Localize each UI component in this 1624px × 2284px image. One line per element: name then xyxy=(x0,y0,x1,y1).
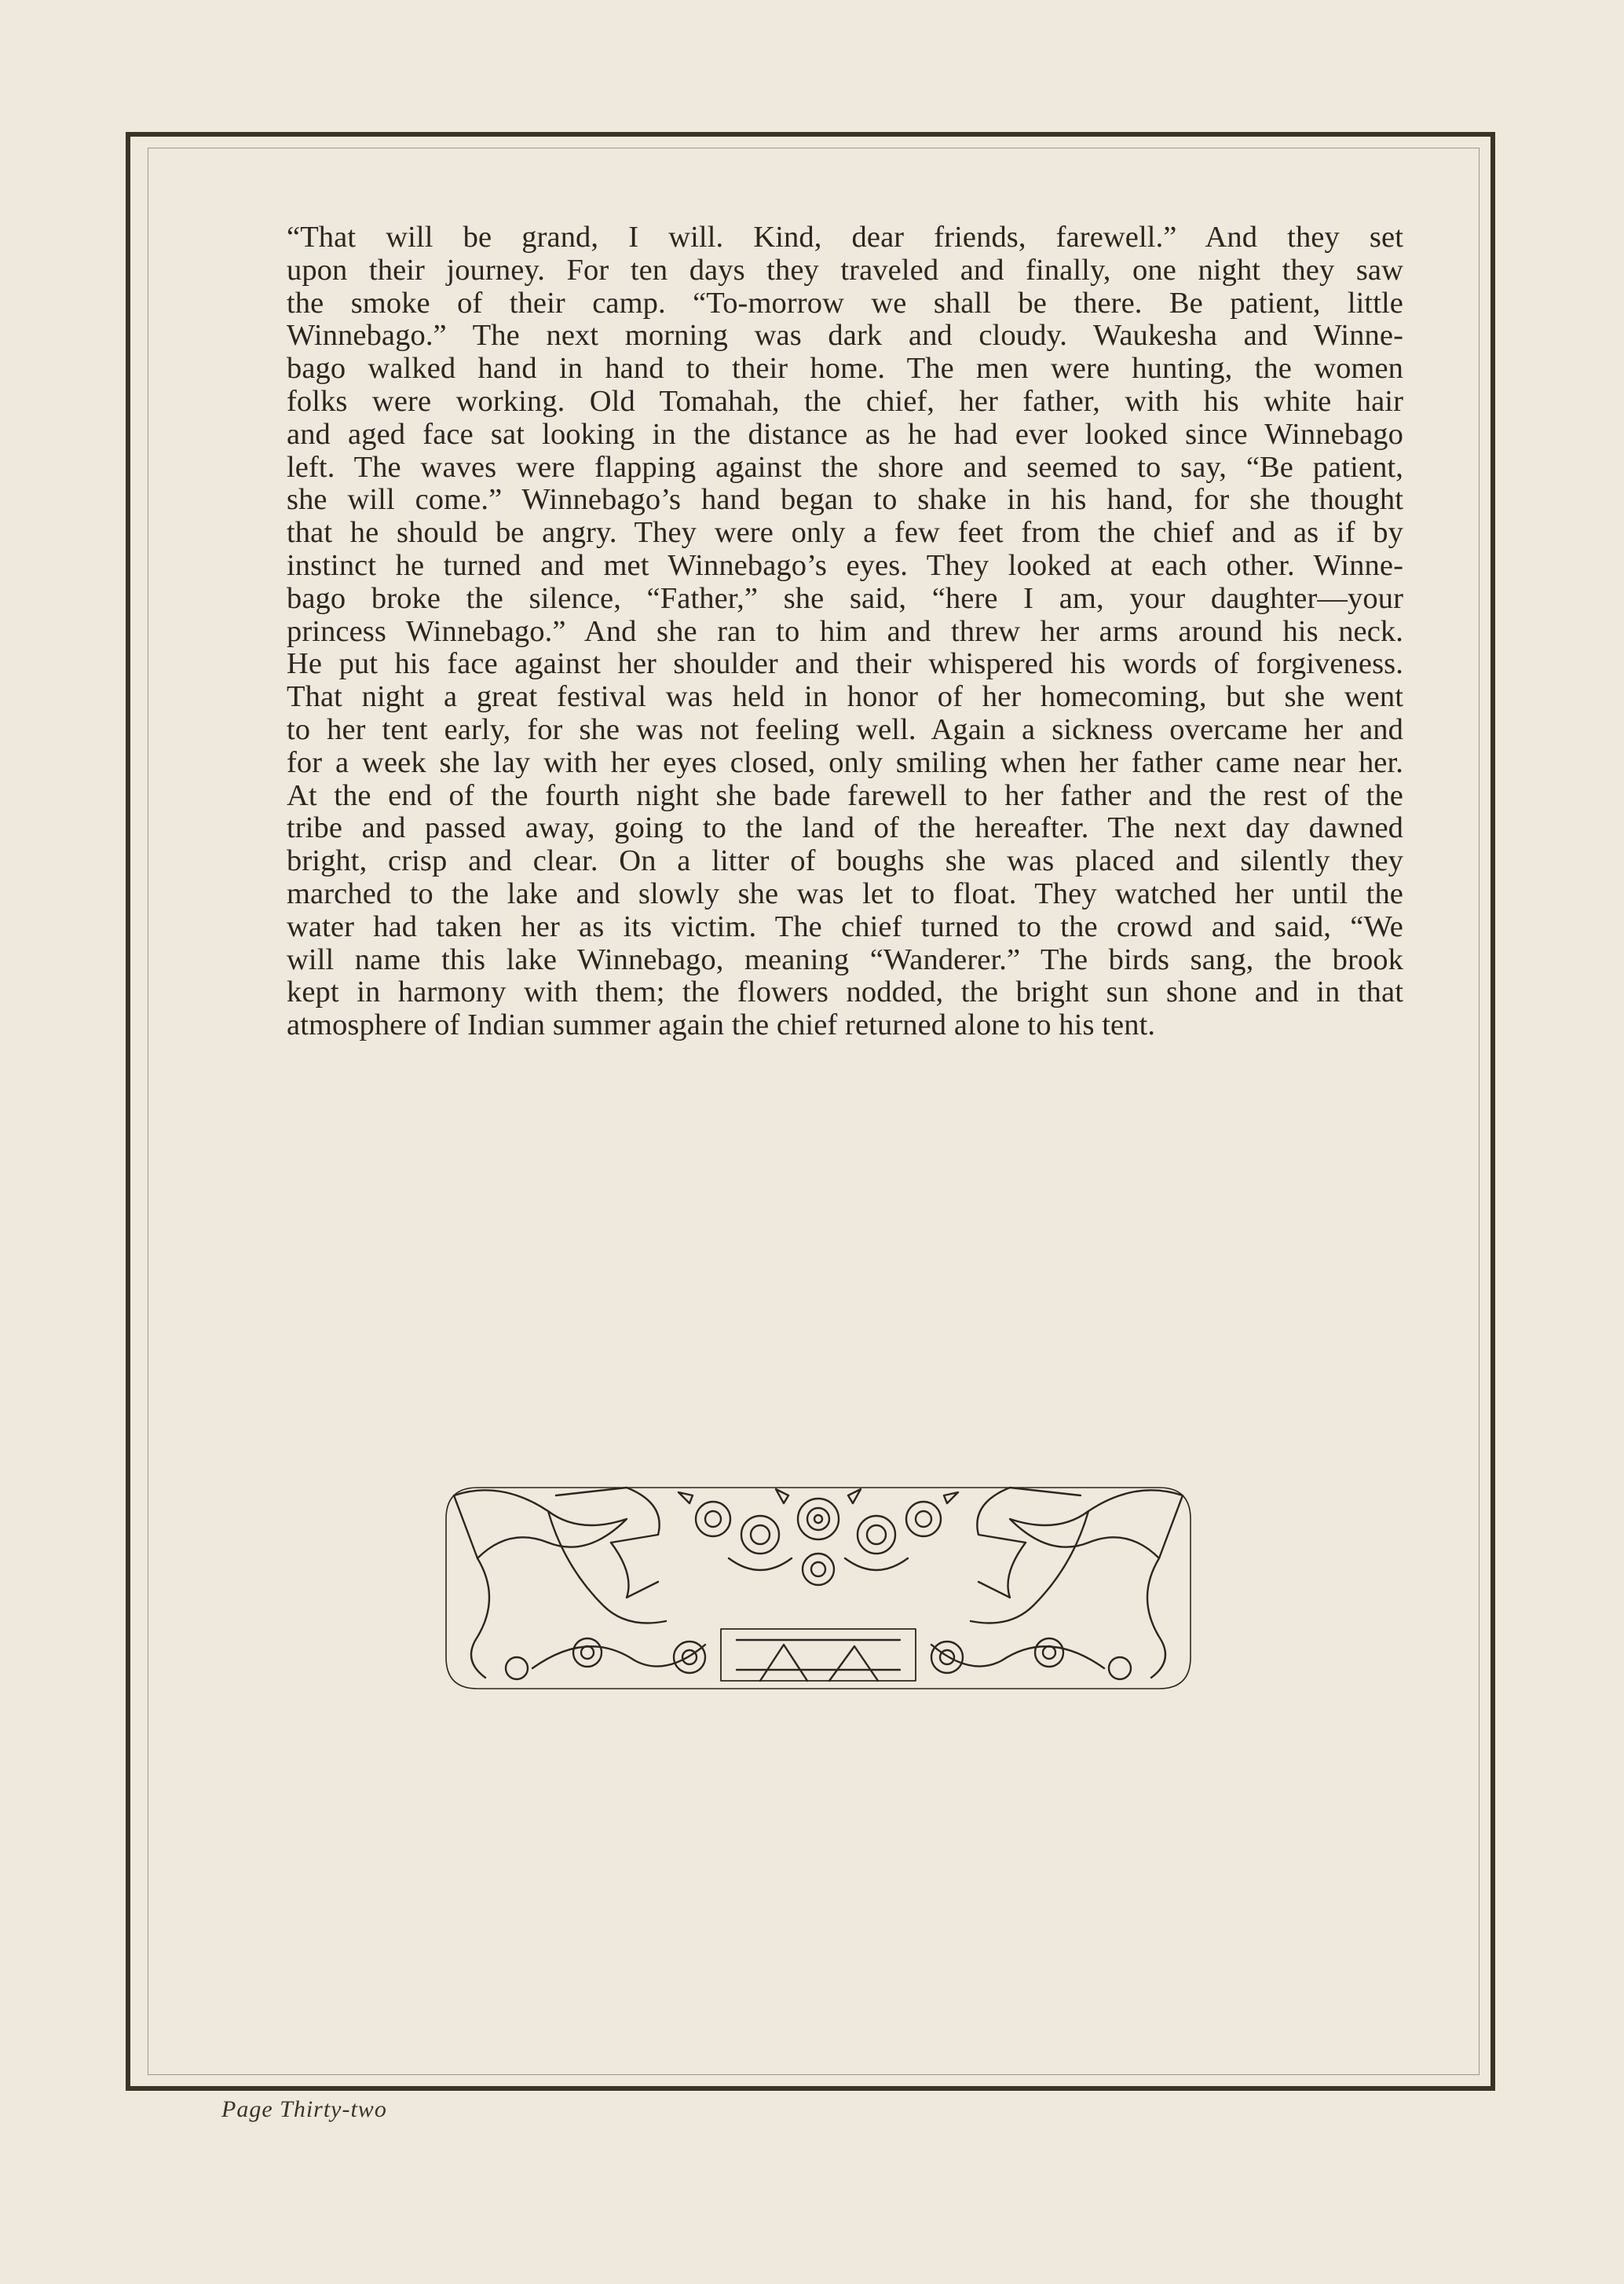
text-line: left. The waves were flapping against the shore and seemed to say, “Be patient, xyxy=(287,450,1403,484)
text-line: bago walked hand in hand to their home. The men were hunting, the women xyxy=(287,352,1403,386)
text-line: Winnebago.” The next morning was dark and cloudy. Waukesha and Winne- xyxy=(287,319,1403,353)
text-line: that he should be angry. They were only a few feet from the chief and as if by xyxy=(287,516,1403,550)
page-number-label: Page Thirty-two xyxy=(221,2096,387,2122)
text-line: At the end of the fourth night she bade farewell to her father and the rest of the xyxy=(287,778,1403,812)
text-line: water had taken her as its victim. The chief turned to the crowd and said, “We xyxy=(287,910,1403,943)
text-line: and aged face sat looking in the distance as he had ever looked since Winnebago xyxy=(287,417,1403,451)
text-line: she will come.” Winnebago’s hand began to shake in his hand, for she thought xyxy=(287,483,1403,517)
floral-ornament-icon xyxy=(430,1472,1206,1704)
text-line: folks were working. Old Tomahah, the chief, her father, with his white hair xyxy=(287,384,1403,418)
text-line: the smoke of their camp. “To-morrow we shall be there. Be patient, little xyxy=(287,286,1403,320)
text-line: That night a great festival was held in honor of her homecoming, but she went xyxy=(287,680,1403,714)
text-line: for a week she lay with her eyes closed, only smiling when her father came near her. xyxy=(287,745,1403,779)
text-line: upon their journey. For ten days they traveled and finally, one night they saw xyxy=(287,253,1403,287)
text-line: tribe and passed away, going to the land of the hereafter. The next day dawned xyxy=(287,811,1403,845)
text-line: bright, crisp and clear. On a litter of boughs she was placed and silently they xyxy=(287,844,1403,878)
text-line: marched to the lake and slowly she was let to float. They watched her until the xyxy=(287,877,1403,910)
text-line: princess Winnebago.” And she ran to him and threw her arms around his neck. xyxy=(287,614,1403,648)
paragraph-1 xyxy=(221,221,1403,681)
text-line: to her tent early, for she was not feeling well. Again a sickness overcame her and xyxy=(287,712,1403,746)
text-line: He put his face against her shoulder and their whispered his words of forgiveness. xyxy=(287,647,1403,681)
text-line: instinct he turned and met Winnebago’s eyes. They looked at each other. Winne- xyxy=(287,548,1403,582)
paragraph-2 xyxy=(221,681,1403,1042)
text-line: atmosphere of Indian summer again the chief returned alone to his tent. xyxy=(287,1008,1156,1042)
text-line: “That will be grand, I will. Kind, dear friends, farewell.” And they set xyxy=(287,221,1403,254)
story-text xyxy=(221,221,1403,1042)
text-line: kept in harmony with them; the flowers nodded, the bright sun shone and in that xyxy=(287,975,1403,1009)
text-line: bago broke the silence, “Father,” she said, “here I am, your daughter—your xyxy=(287,581,1403,615)
text-line: will name this lake Winnebago, meaning “Wanderer.” The birds sang, the brook xyxy=(287,943,1403,976)
